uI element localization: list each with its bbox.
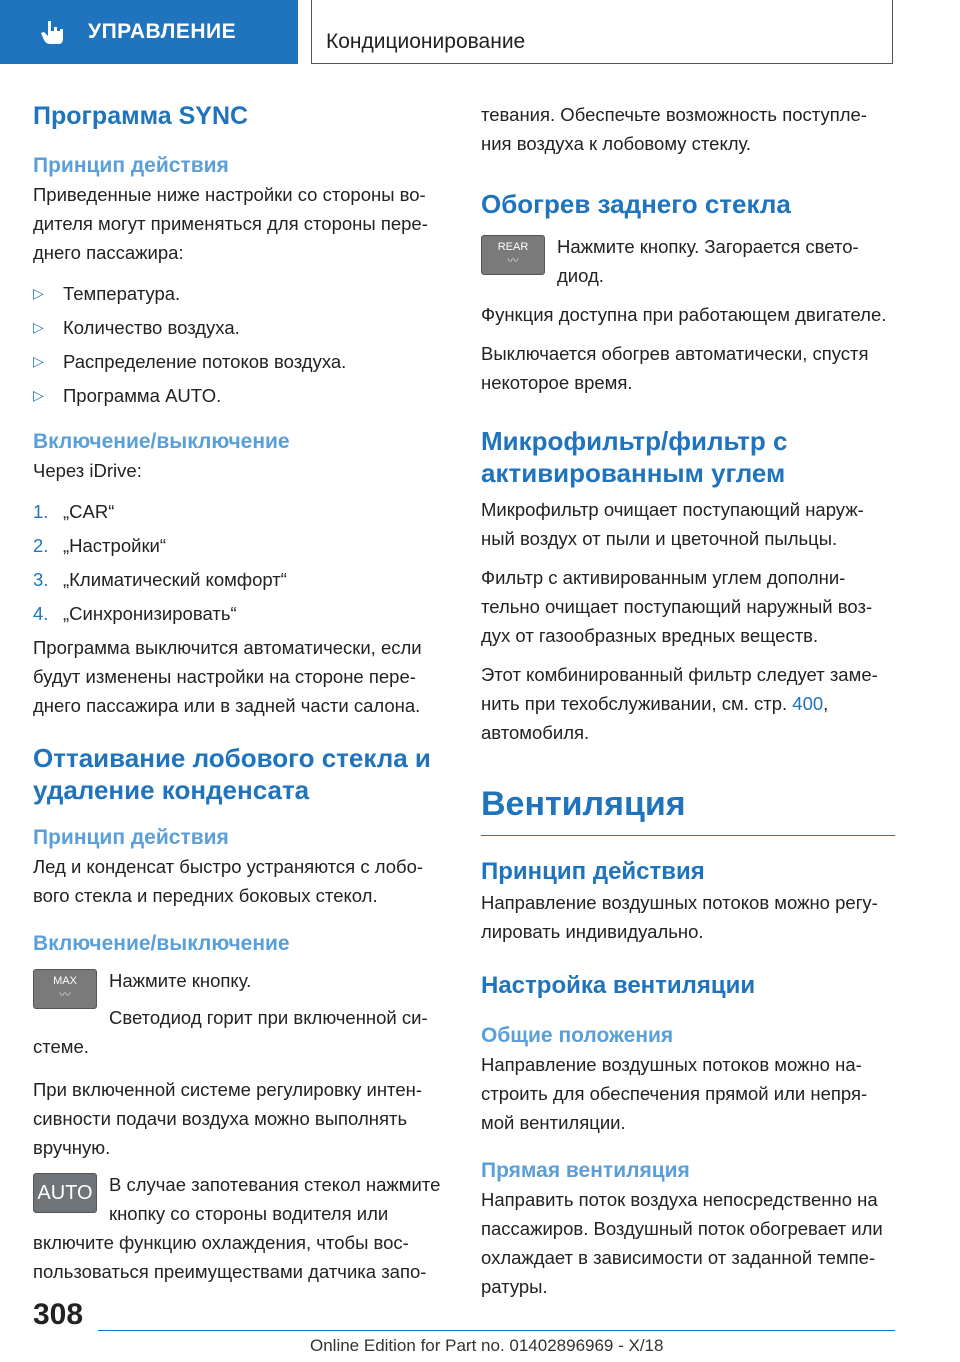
bullet-text: Программа AUTO. (63, 385, 222, 406)
chapter-label: Кондиционирование (326, 30, 526, 53)
list-item (33, 313, 447, 342)
step-number: 2. (33, 535, 49, 556)
rear-func-text: Функция доступна при работающем двигателе. (481, 304, 887, 325)
footer-edition: Online Edition for Part no. 01402896969 - X/18 (310, 1336, 664, 1355)
filter-title: Микрофильтр/фильтр с активированным углем (481, 426, 788, 488)
rear-defrost-button-icon: REAR 〰 (481, 235, 545, 275)
step-item (33, 497, 447, 526)
filter-text-2: Фильтр с активированным углем дополни-тельно очищает поступающий наружный воз-дух от газообразных вредных веществ. (481, 567, 873, 646)
page-link[interactable]: 400 (792, 693, 824, 714)
list-item (33, 279, 447, 308)
onoff1-intro: Через iDrive: (33, 460, 142, 481)
filter-text-3 (481, 660, 895, 747)
intensity-text: При включенной системе регулировку интен-сивности подачи воздуха можно выполнять вручную. (33, 1079, 422, 1158)
step-text: „CAR“ (63, 501, 115, 522)
rear-press-text: Нажмите кнопку. Загорается свето-диод. (557, 236, 859, 286)
direct-text: Направить поток воздуха непосредственно на пассажиров. Воздушный поток обогревает или охлаждает в зависимости от заданной темпе-ратуры. (481, 1189, 883, 1297)
filter-text-3a: Этот комбинированный фильтр следует заме-нить при техобслуживании, см. стр. (481, 664, 878, 714)
ventilation-title: Вентиляция (481, 783, 895, 836)
step-text: „Климатический комфорт“ (63, 569, 287, 590)
rear-window-title: Обогрев заднего стекла (481, 189, 791, 219)
bullet-text: Распределение потоков воздуха. (63, 351, 347, 372)
defrost-title: Оттаивание лобового стекла и удаление конденсата (33, 743, 431, 805)
principle2-text: Лед и конденсат быстро устраняются с лобо-вого стекла и передних боковых стекол. (33, 856, 424, 906)
bullet-text: Количество воздуха. (63, 317, 240, 338)
direct-title: Прямая вентиляция (481, 1159, 690, 1182)
step-number: 1. (33, 501, 49, 522)
left-column (33, 100, 447, 1286)
principle1-text: Приведенные ниже настройки со стороны во-дителя могут применяться для стороны пере-днего пассажира: (33, 184, 428, 263)
step-text: „Синхронизировать“ (63, 603, 237, 624)
triangle-bullet-icon: ▷ (33, 319, 44, 335)
footer-divider (98, 1330, 895, 1331)
step-item (33, 599, 447, 628)
triangle-bullet-icon: ▷ (33, 353, 44, 369)
triangle-bullet-icon: ▷ (33, 387, 44, 403)
step-text: „Настройки“ (63, 535, 167, 556)
principle3-title: Принцип действия (481, 858, 705, 885)
rear-off-text: Выключается обогрев автоматически, спустя некоторое время. (481, 343, 869, 393)
fog-text: В случае запотевания стекол нажмите кнопку со стороны водителя или включите функцию охлаждения, чтобы вос-пользоваться преимуществами датчика запо- (33, 1174, 441, 1282)
triangle-bullet-icon: ▷ (33, 285, 44, 301)
list-item (33, 381, 447, 410)
principle2-title: Принцип действия (33, 826, 229, 849)
filter-text-3b: , автомобиля. (481, 693, 829, 743)
auto-button-icon: AUTO (33, 1173, 97, 1213)
setup-title: Настройка вентиляции (481, 972, 756, 999)
sync-title: Программа SYNC (33, 102, 249, 130)
onoff2-title: Включение/выключение (33, 932, 290, 955)
step-item (33, 531, 447, 560)
max-defrost-button-icon: MAX 〰 (33, 969, 97, 1009)
page-number: 308 (33, 1298, 84, 1331)
fog-continuation: тевания. Обеспечьте возможность поступле-ния воздуха к лобовому стеклу. (481, 104, 867, 154)
onoff1-note: Программа выключится автоматически, если будут изменены настройки на стороне пере-днего пассажира или в задней части салона. (33, 637, 422, 716)
principle1-title: Принцип действия (33, 154, 229, 177)
general-text: Направление воздушных потоков можно на-строить для обеспечения прямой или непря-мой вентиляции. (481, 1054, 868, 1133)
right-column (481, 100, 895, 1301)
chapter-header (311, 0, 893, 64)
section-tab[interactable] (0, 0, 298, 64)
max-icon-label: MAX (53, 975, 77, 987)
step-number: 4. (33, 603, 49, 624)
rear-icon-label: REAR (497, 241, 529, 253)
press-button-text: Нажмите кнопку. (109, 970, 252, 991)
filter-text-1: Микрофильтр очищает поступающий наруж-ный воздух от пыли и цветочной пыльцы. (481, 499, 864, 549)
general-title: Общие положения (481, 1024, 674, 1047)
section-label: УПРАВЛЕНИЕ (88, 20, 237, 43)
bullet-text: Температура. (63, 283, 181, 304)
step-item (33, 565, 447, 594)
list-item (33, 347, 447, 376)
principle3-text: Направление воздушных потоков можно регу-лировать индивидуально. (481, 892, 878, 942)
step-number: 3. (33, 569, 49, 590)
led-text: Светодиод горит при включенной си-стеме. (33, 1007, 428, 1057)
onoff1-title: Включение/выключение (33, 430, 290, 453)
hand-pointer-icon (38, 18, 66, 46)
